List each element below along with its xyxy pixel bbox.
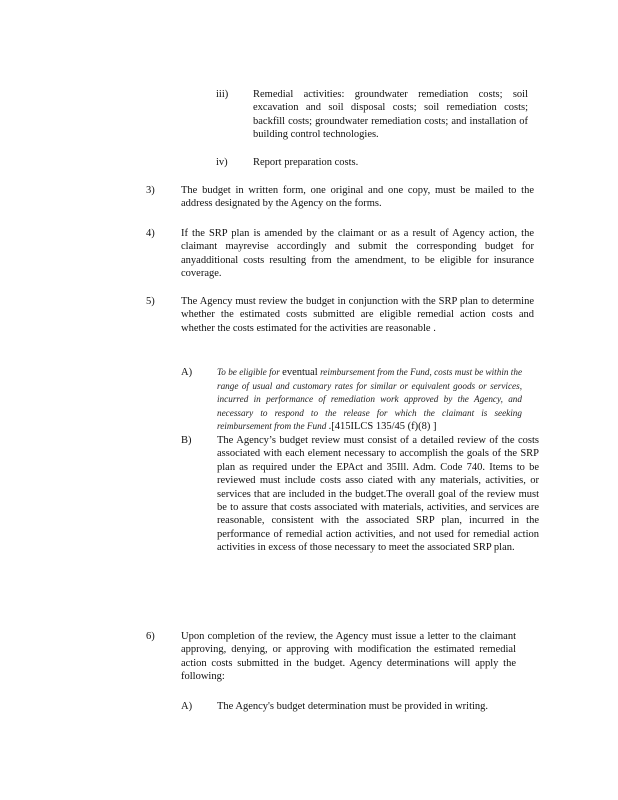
paragraph-text: The budget in written form, one original and one copy, must be mailed to the address designated by the Agency on the forms. [181,185,534,210]
paragraph-text: The Agency's budget determination must be provided in writing. [217,701,489,712]
list-marker: iv) [216,157,228,168]
paragraph-text: If the SRP plan is amended by the claimant or as a result of Agency action, the claimant mayrevise accordingly and submit the corresponding budget for anyadditional costs resulting from the amendment, to be eligible for insurance coverage. [181,228,534,280]
quoted-statute-text [217,366,522,434]
list-marker: iii) [216,89,229,100]
paragraph-text: The Agency must review the budget in conjunction with the SRP plan to determine whether the estimated costs submitted are eligible remedial action costs and whether the costs estimated for the activities are reasonable . [181,296,534,334]
list-marker: B) [181,435,192,446]
list-marker: 3) [146,185,155,196]
paragraph-text: Upon completion of the review, the Agency must issue a letter to the claimant approving, denying, or approving with modification the estimated remedial action costs submitted in the budget. Agency determinations will apply the following: [181,631,516,683]
paragraph-text: Report preparation costs. [253,157,359,168]
statute-text-body: reimbursement from the Fund, costs must be within the range of usual and customary rates for similar or equivalent goods or services, incurred in performance of remediation work approved by the Agency, and necessary to respond to the release for which the claimant is seeking reimbursement from the Fund [217,367,523,432]
statute-text-emphasis: eventual [282,367,318,378]
list-marker: 4) [146,228,155,239]
paragraph-text: The Agency’s budget review must consist of a detailed review of the costs associated with each element necessary to accomplish the goals of the SRP plan as required under the EPAct and 35Ill. Adm. Code 740. Items to be reviewed must include costs asso ciated with any materials, activities, or services that are included in the budget.The overall goal of the review must be to assure that costs associated with materials, activities, and services are reasonable, consistent with the associated SRP plan, incurred in the performance of remedial action activities, and not used for remedial action activities in excess of those necessary to meet the associated SRP plan. [217,435,539,554]
list-marker: 5) [146,296,155,307]
paragraph-text: Remedial activities: groundwater remediation costs; soil excavation and soil disposal costs; soil remediation costs; backfill costs; groundwater remediation costs; and installation of building control technologies. [253,89,528,141]
list-marker: 6) [146,631,155,642]
list-marker: A) [181,701,193,712]
statute-citation: .[415ILCS 135/45 (f)(8) ] [328,421,437,433]
list-marker: A) [181,367,193,378]
statute-text-lead: To be eligible for [217,367,280,377]
